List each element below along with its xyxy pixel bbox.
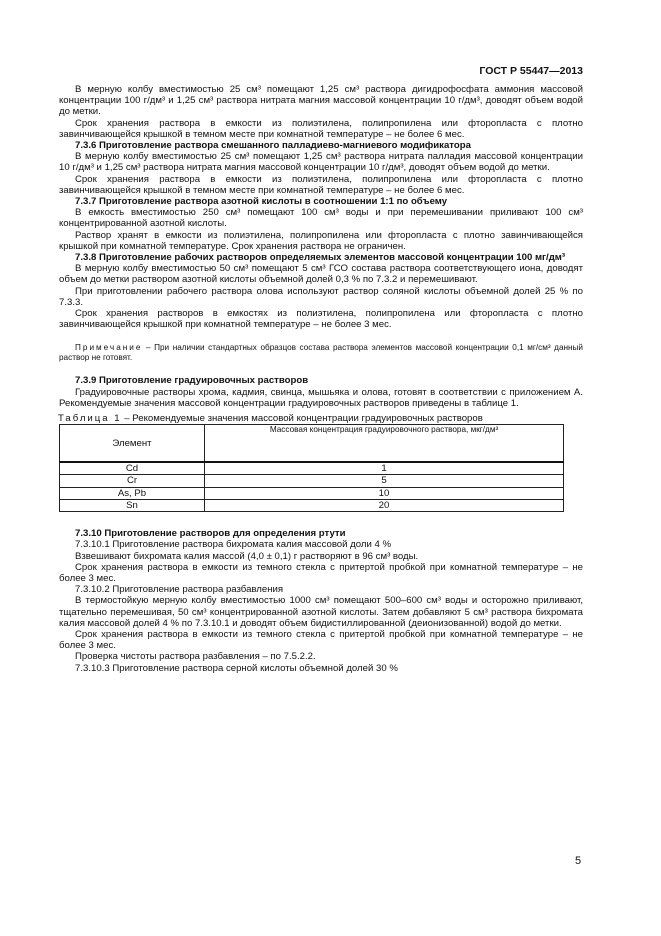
calibration-concentration-table (59, 424, 564, 512)
paragraph: 7.3.10.3 Приготовление раствора серной кислоты объемной долей 30 % (75, 662, 398, 674)
table-cell-element: Cr (60, 475, 205, 487)
paragraph: Срок хранения раствора в емкости из темного стекла с притертой пробкой при комнатной температуре – не более 3 мес. (59, 628, 583, 652)
paragraph: В мерную колбу вместимостью 25 см³ помещают 1,25 см³ раствора дигидрофосфата аммония массовой концентрации 100 г/дм³ и 1,25 см³ раствора нитрата магния массовой концентрации 10 г/дм³, доводят объем водой до метки. (59, 84, 583, 118)
paragraph: 7.3.10.2 Приготовление раствора разбавления (75, 584, 284, 596)
table-row (60, 487, 564, 499)
table-cell-value: 10 (205, 487, 564, 499)
paragraph: Срок хранения раствора в емкости из темного стекла с притертой пробкой при комнатной температуре – не более 3 мес. (59, 561, 583, 584)
table-header-concentration: Массовая концентрация градуировочного раствора, мкг/дм³ (205, 425, 564, 463)
paragraph: 7.3.10.1 Приготовление раствора бихромата калия массовой доли 4 % (75, 539, 392, 551)
note-label: Примечание (75, 343, 143, 353)
paragraph: При приготовлении рабочего раствора олова используют раствор соляной кислоты объемной долей 25 % по 7.3.3. (59, 285, 583, 308)
table-header-row (60, 425, 564, 463)
note-text: – При наличии стандартных образцов состава раствора элементов массовой концентрации 0,1 мг/см³ данный раствор не готовят. (59, 343, 583, 363)
table-caption-text: – Рекомендуемые значения массовой концентрации градуировочных растворов (121, 413, 483, 425)
table-row (60, 499, 564, 511)
paragraph: В мерную колбу вместимостью 25 см³ помещают 1,25 см³ раствора нитрата палладия массовой концентрации 10 г/дм³ и 1,25 см³ раствора нитрата магния массовой концентрации 10 г/дм³, доводят объем водой до метки. (59, 151, 583, 174)
paragraph: В термостойкую мерную колбу вместимостью 1000 см³ помещают 500–600 см³ воды и осторожно приливают, тщательно перемешивая, 50 см³ концентрированной азотной кислоты. Затем добавляют 5 см³ раствора бихромата калия массовой долей 4 % по 7.3.10.1 и доводят объем бидистиллированной (деионизованной) водой до метки. (59, 595, 583, 629)
section-heading-7-3-7: 7.3.7 Приготовление раствора азотной кислоты в соотношении 1:1 по объему (75, 196, 448, 208)
paragraph: Срок хранения раствора в емкости из полиэтилена, полипропилена или фторопласта с плотно завинчивающейся крышкой в темном месте при комнатной температуре – не более 6 мес. (59, 117, 583, 140)
table-caption (58, 413, 583, 424)
paragraph: Проверка чистоты раствора разбавления – по 7.5.2.2. (75, 651, 316, 663)
table-row (60, 462, 564, 475)
table-row (60, 475, 564, 487)
note (59, 343, 583, 363)
paragraph: Раствор хранят в емкости из полиэтилена, полипропилена или фторопласта с плотно завинчивающейся крышкой при комнатной температуре. Срок хранения раствора не ограничен. (59, 229, 583, 252)
section-heading-7-3-6: 7.3.6 Приготовление раствора смешанного палладиево-магниевого модификатора (75, 140, 471, 152)
section-heading-7-3-9: 7.3.9 Приготовление градуировочных растворов (75, 375, 309, 387)
table-cell-value: 1 (205, 462, 564, 475)
table-caption-label: Таблица 1 (58, 413, 122, 425)
paragraph: Срок хранения раствора в емкости из полиэтилена, полипропилена или фторопласта с плотно завинчивающейся крышкой в темном месте при комнатной температуре – не более 6 мес. (59, 173, 583, 196)
paragraph: Срок хранения растворов в емкостях из полиэтилена, полипропилена или фторопласта с плотно завинчивающейся крышкой при комнатной температуре – не более 3 мес. (59, 308, 583, 331)
page-body (59, 84, 583, 674)
document-standard-number: ГОСТ Р 55447—2013 (479, 65, 583, 77)
table-cell-element: As, Pb (60, 487, 205, 499)
table-cell-value: 20 (205, 499, 564, 511)
paragraph: Взвешивают бихромата калия массой (4,0 ± 0,1) г растворяют в 96 см³ воды. (75, 550, 419, 562)
paragraph: Градуировочные растворы хрома, кадмия, свинца, мышьяка и олова, готовят в соответствии с приложением А. Рекомендуемые значения массовой концентрации градуировочных растворов приведены в таблице 1. (59, 386, 583, 409)
table-cell-value: 5 (205, 475, 564, 487)
section-heading-7-3-8: 7.3.8 Приготовление рабочих растворов определяемых элементов массовой концентрации 100 мг/дм³ (75, 252, 566, 264)
paragraph: В мерную колбу вместимостью 50 см³ помещают 5 см³ ГСО состава раствора соответствующего иона, доводят объем до метки раствором азотной кислоты объемной долей 0,3 % по 7.3.2 и перемешивают. (59, 263, 583, 286)
page-number: 5 (575, 855, 582, 867)
paragraph: В емкость вместимостью 250 см³ помещают 100 см³ воды и при перемешивании приливают 100 см³ концентрированной азотной кислоты. (59, 207, 583, 230)
table-cell-element: Cd (60, 462, 205, 475)
section-heading-7-3-10: 7.3.10 Приготовление растворов для определения ртути (75, 528, 346, 540)
table-cell-element: Sn (60, 499, 205, 511)
table-header-element: Элемент (60, 425, 205, 463)
